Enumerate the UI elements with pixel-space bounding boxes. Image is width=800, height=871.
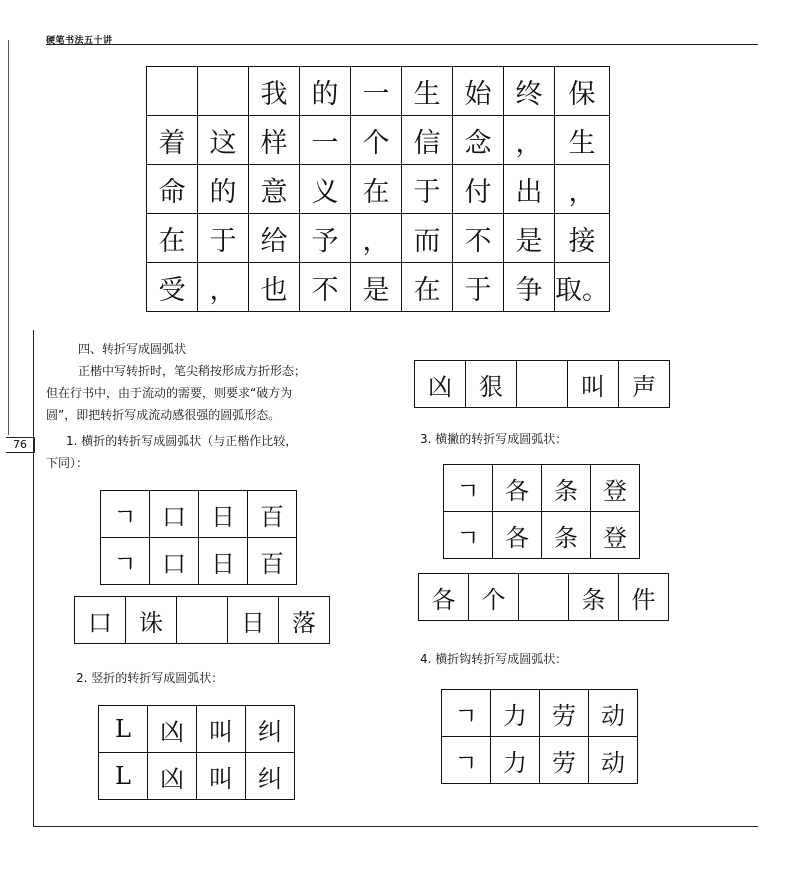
grid-cell: 登: [591, 465, 640, 512]
footer-rule: [33, 826, 758, 827]
page-edge-line: [8, 40, 9, 435]
grid-cell: 始: [453, 67, 504, 116]
grid-cell: 个: [351, 116, 402, 165]
grid-cell: 日: [199, 491, 248, 538]
grid-row: [147, 116, 610, 165]
grid-cell: 生: [555, 116, 610, 165]
grid-cell: 凶: [148, 753, 197, 800]
grid-cell: ，: [351, 214, 402, 263]
item1-grid: [100, 490, 297, 585]
grid-row: [415, 361, 670, 408]
item1-label: 1. 横折的转折写成圆弧状（与正楷作比较，: [66, 434, 298, 448]
grid-cell: 是: [351, 263, 402, 312]
grid-row: [444, 512, 640, 559]
grid-row: [101, 538, 297, 585]
grid-row: [147, 165, 610, 214]
grid-cell: 予: [300, 214, 351, 263]
grid-row: [442, 737, 638, 784]
grid-cell: 口: [75, 597, 126, 644]
main-practice-grid: [146, 66, 610, 312]
grid-cell: [519, 574, 569, 621]
grid-cell: 件: [619, 574, 669, 621]
grid-row: [101, 491, 297, 538]
grid-row: [147, 214, 610, 263]
grid-cell: 百: [248, 491, 297, 538]
grid-cell: ㄱ: [444, 465, 493, 512]
grid-row: [75, 597, 330, 644]
grid-cell: 口: [150, 538, 199, 585]
grid-cell: 的: [198, 165, 249, 214]
grid-cell: 这: [198, 116, 249, 165]
grid-row: [444, 465, 640, 512]
grid-cell: 动: [589, 737, 638, 784]
grid-cell: 各: [493, 465, 542, 512]
grid-cell: [147, 67, 198, 116]
grid-cell: [517, 361, 568, 408]
grid-cell: 落: [279, 597, 330, 644]
grid-cell: 劳: [540, 690, 589, 737]
grid-cell: 纠: [246, 706, 295, 753]
grid-cell: ㄱ: [442, 690, 491, 737]
grid-cell: [198, 67, 249, 116]
item4-label: 4. 横折钩转折写成圆弧状：: [420, 652, 568, 666]
grid-row: [147, 263, 610, 312]
grid-cell: 力: [491, 737, 540, 784]
grid-cell: 受: [147, 263, 198, 312]
grid-cell: 狠: [466, 361, 517, 408]
grid-cell: 命: [147, 165, 198, 214]
grid-cell: 于: [402, 165, 453, 214]
grid-cell: 一: [300, 116, 351, 165]
grid-cell: 力: [491, 690, 540, 737]
grid-cell: 样: [249, 116, 300, 165]
grid-row: [99, 753, 295, 800]
grid-cell: 取。: [555, 263, 610, 312]
grid-cell: 是: [504, 214, 555, 263]
grid-cell: 叫: [568, 361, 619, 408]
section-paragraph-line: 圆”，即把转折写成流动感很强的圆弧形态。: [46, 408, 281, 422]
grid-cell: 各: [419, 574, 469, 621]
grid-cell: 出: [504, 165, 555, 214]
grid-cell: 在: [351, 165, 402, 214]
grid-cell: 着: [147, 116, 198, 165]
grid-cell: 义: [300, 165, 351, 214]
grid-cell: 信: [402, 116, 453, 165]
grid-cell: 口: [150, 491, 199, 538]
grid-cell: 争: [504, 263, 555, 312]
grid-cell: 于: [453, 263, 504, 312]
grid-cell: 在: [402, 263, 453, 312]
grid-cell: 登: [591, 512, 640, 559]
grid-cell: 念: [453, 116, 504, 165]
grid-cell: 叫: [197, 753, 246, 800]
grid-cell: 个: [469, 574, 519, 621]
grid-cell: ，: [504, 116, 555, 165]
grid-cell: 条: [542, 512, 591, 559]
running-header: 硬笔书法五十讲: [46, 36, 113, 46]
grid-cell: 各: [493, 512, 542, 559]
item2-label: 2. 竖折的转折写成圆弧状：: [76, 671, 224, 685]
item3-grid: [443, 464, 640, 559]
grid-cell: 也: [249, 263, 300, 312]
grid-cell: 生: [402, 67, 453, 116]
page-number: 76: [6, 437, 35, 453]
grid-cell: ㄱ: [442, 737, 491, 784]
grid-row: [99, 706, 295, 753]
grid-cell: 付: [453, 165, 504, 214]
grid-row: [147, 67, 610, 116]
grid-cell: 接: [555, 214, 610, 263]
grid-cell: 我: [249, 67, 300, 116]
item3-row: [418, 573, 669, 621]
item4-grid: [441, 689, 638, 784]
grid-cell: 叫: [197, 706, 246, 753]
grid-cell: 劳: [540, 737, 589, 784]
grid-cell: 在: [147, 214, 198, 263]
grid-cell: [177, 597, 228, 644]
grid-cell: 条: [542, 465, 591, 512]
section-heading: 四、转折写成圆弧状: [78, 342, 187, 356]
item2-example-row: [414, 360, 670, 408]
grid-cell: 不: [453, 214, 504, 263]
grid-cell: ㄱ: [101, 538, 150, 585]
page-margin-line: [33, 330, 34, 826]
grid-cell: ㄱ: [444, 512, 493, 559]
grid-cell: 凶: [148, 706, 197, 753]
grid-cell: 动: [589, 690, 638, 737]
grid-cell: 凶: [415, 361, 466, 408]
grid-cell: 的: [300, 67, 351, 116]
grid-cell: 终: [504, 67, 555, 116]
grid-cell: ，: [198, 263, 249, 312]
grid-cell: 日: [228, 597, 279, 644]
grid-cell: 纠: [246, 753, 295, 800]
grid-cell: 百: [248, 538, 297, 585]
grid-cell: L: [99, 706, 148, 753]
grid-cell: L: [99, 753, 148, 800]
grid-cell: 条: [569, 574, 619, 621]
grid-cell: 日: [199, 538, 248, 585]
item2-grid: [98, 705, 295, 800]
grid-cell: 意: [249, 165, 300, 214]
item1-row: [74, 596, 330, 644]
grid-cell: ，: [555, 165, 610, 214]
grid-row: [419, 574, 669, 621]
header-rule: [46, 44, 758, 45]
grid-cell: 不: [300, 263, 351, 312]
section-paragraph-line: 但在行书中，由于流动的需要，则要求“破方为: [46, 386, 293, 400]
grid-cell: 声: [619, 361, 670, 408]
grid-cell: 一: [351, 67, 402, 116]
grid-cell: 而: [402, 214, 453, 263]
grid-cell: 于: [198, 214, 249, 263]
section-paragraph-line: 正楷中写转折时，笔尖稍按形成方折形态；: [78, 364, 307, 378]
grid-cell: ㄱ: [101, 491, 150, 538]
grid-row: [442, 690, 638, 737]
item3-label: 3. 横撇的转折写成圆弧状：: [420, 432, 568, 446]
grid-cell: 保: [555, 67, 610, 116]
grid-cell: 诛: [126, 597, 177, 644]
item1-label-cont: 下同）：: [46, 456, 89, 470]
grid-cell: 给: [249, 214, 300, 263]
